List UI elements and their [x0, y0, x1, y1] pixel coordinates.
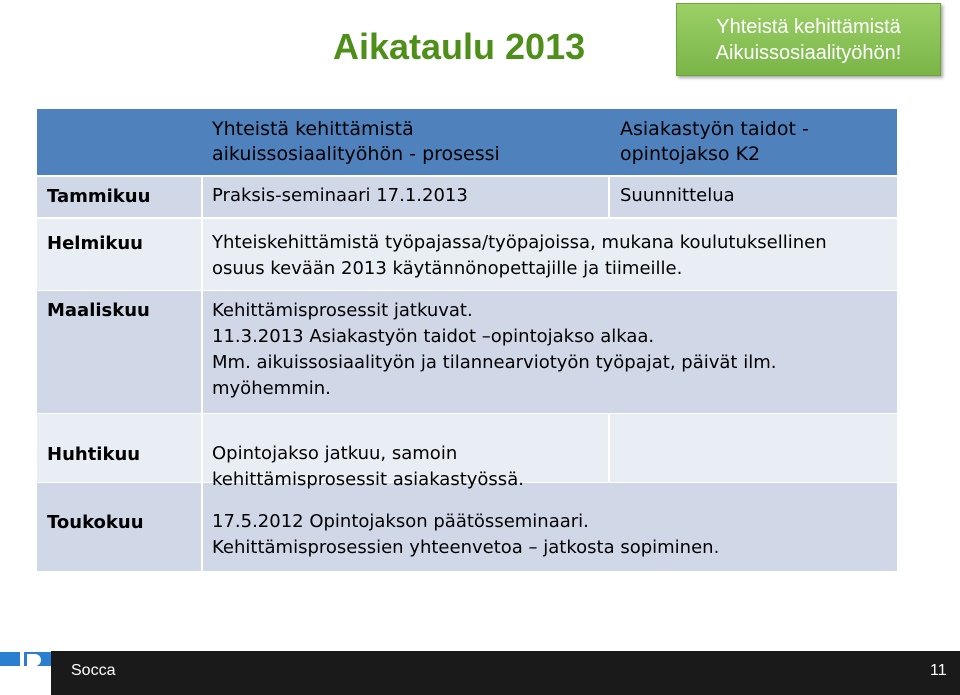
header-col-course-line2: opintojakso K2	[620, 143, 761, 165]
header-col-process-line1: Yhteistä kehittämistä	[212, 118, 414, 140]
january-course-cell: Suunnittelua	[620, 185, 735, 206]
footer-bar	[51, 651, 960, 695]
month-january: Tammikuu	[47, 186, 151, 207]
april-line: Opintojakso jatkuu, samoin	[212, 443, 458, 464]
march-line: Kehittämisprosessit jatkuvat.	[212, 300, 473, 321]
february-line: Yhteiskehittämistä työpajassa/työpajoissa, mukana koulutuksellinen	[212, 232, 827, 253]
january-process-cell: Praksis-seminaari 17.1.2013	[212, 185, 468, 206]
march-cell	[212, 298, 776, 402]
footer-brand: Socca	[71, 662, 116, 679]
may-line: Kehittämisprosessien yhteenvetoa – jatkosta sopiminen.	[212, 537, 720, 558]
month-february: Helmikuu	[47, 233, 143, 254]
header-col-process	[212, 117, 500, 167]
header-col-course-line1: Asiakastyön taidot -	[620, 118, 809, 140]
april-cell	[212, 441, 524, 493]
march-line: 11.3.2013 Asiakastyön taidot –opintojakso alkaa.	[212, 326, 655, 347]
column-divider	[201, 177, 203, 571]
header-col-process-line2: aikuissosiaalityöhön - prosessi	[212, 143, 500, 165]
march-line: Mm. aikuissosiaalityön ja tilannearviotyön työpajat, päivät ilm.	[212, 352, 777, 373]
may-cell	[212, 509, 719, 561]
slogan-line-2: Aikuissosiaalityöhön!	[715, 42, 902, 64]
column-divider	[608, 414, 610, 482]
slogan-badge	[676, 3, 941, 76]
month-may: Toukokuu	[47, 512, 144, 533]
month-march: Maaliskuu	[47, 300, 150, 321]
slogan-line-1: Yhteistä kehittämistä	[716, 16, 901, 38]
slide-title: Aikataulu 2013	[333, 26, 586, 67]
column-divider	[608, 177, 610, 217]
header-col-course	[620, 117, 809, 167]
may-line: 17.5.2012 Opintojakson päätösseminaari.	[212, 511, 589, 532]
april-line: kehittämisprosessit asiakastyössä.	[212, 469, 524, 490]
march-line: myöhemmin.	[212, 378, 331, 399]
february-cell	[212, 230, 827, 282]
february-line: osuus kevään 2013 käytännönopettajille ja tiimeille.	[212, 258, 683, 279]
socca-logo-icon	[0, 648, 51, 695]
month-april: Huhtikuu	[47, 444, 141, 465]
page-number: 11	[930, 662, 947, 679]
